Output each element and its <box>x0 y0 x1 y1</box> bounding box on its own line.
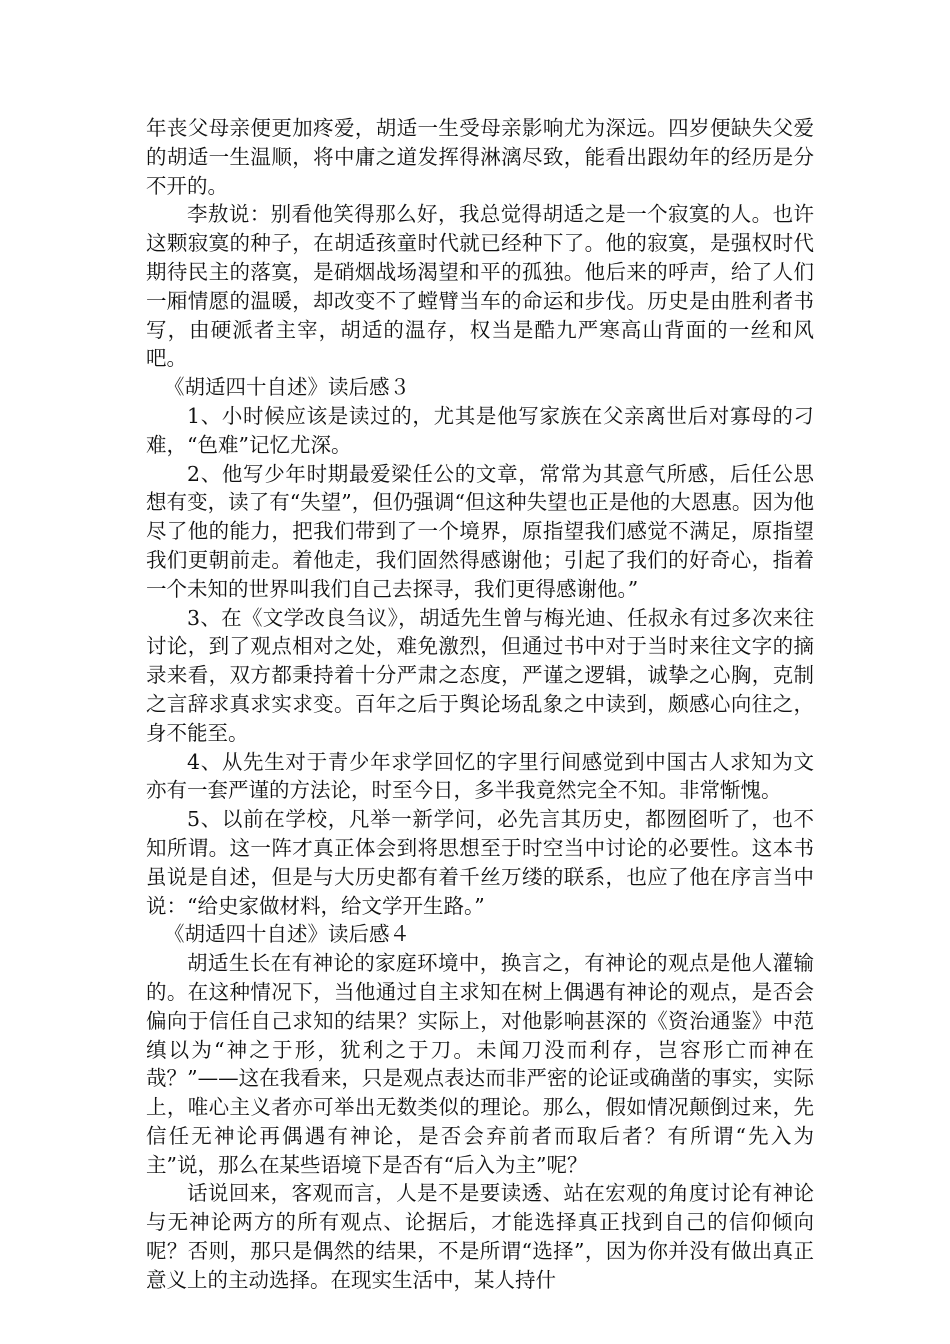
paragraph-intro: 年丧父母亲便更加疼爱，胡适一生受母亲影响尤为深远。四岁便缺失父爱的胡适一生温顺，将中庸之道发挥得淋漓尽致，能看出跟幼年的经历是分不开的。 <box>146 116 814 198</box>
section-heading-4: 《胡适四十自述》读后感４ <box>164 922 410 947</box>
paragraph-point-1: 1、小时候应该是读过的，尤其是他写家族在父亲离世后对寡母的刁难，“色难”记忆尤深。 <box>146 403 814 457</box>
paragraph-point-4: 4、从先生对于青少年求学回忆的字里行间感觉到中国古人求知为文亦有一套严谨的方法论，时至今日，多半我竟然完全不知。非常惭愧。 <box>146 749 814 803</box>
document-page <box>146 114 814 1295</box>
paragraph-point-5: 5、以前在学校，凡举一新学问，必先言其历史，都囫囵听了，也不知所谓。这一阵才真正体会到将思想至于时空当中讨论的必要性。这本书虽说是自述，但是与大历史都有着千丝万缕的联系，也应了他在序言当中说：“给史家做材料，给文学开生路。” <box>146 807 814 918</box>
paragraph-theism: 胡适生长在有神论的家庭环境中，换言之，有神论的观点是他人灌输的。在这种情况下，当他通过自主求知在树上偶遇有神论的观点，是否会偏向于信任自己求知的结果？实际上，对他影响甚深的《资治通鉴》中范缜以为“神之于形，犹利之于刀。未闻刀没而利存，岂容形亡而神在哉？”——这在我看来，只是观点表达而非严密的论证或确凿的事实，实际上，唯心主义者亦可举出无数类似的理论。那么，假如情况颠倒过来，先信任无神论再偶遇有神论，是否会弃前者而取后者？有所谓“先入为主”说，那么在某些语境下是否有“后入为主”呢？ <box>146 951 814 1177</box>
paragraph-choice: 话说回来，客观而言，人是不是要读透、站在宏观的角度讨论有神论与无神论两方的所有观点、论据后，才能选择真正找到自己的信仰倾向呢？否则，那只是偶然的结果，不是所谓“选择”，因为你并没有做出真正意义上的主动选择。在现实生活中，某人持什 <box>146 1181 814 1292</box>
paragraph-point-3: 3、在《文学改良刍议》，胡适先生曾与梅光迪、任叔永有过多次来往讨论，到了观点相对之处，难免激烈，但通过书中对于当时来往文字的摘录来看，双方都秉持着十分严肃之态度，严谨之逻辑，诚挚之心胸，克制之言辞求真求实求变。百年之后于舆论场乱象之中读到，颇感心向往之，身不能至。 <box>146 605 814 745</box>
paragraph-li-ao: 李敖说：别看他笑得那么好，我总觉得胡适之是一个寂寞的人。也许这颗寂寞的种子，在胡适孩童时代就已经种下了。他的寂寞，是强权时代期待民主的落寞，是硝烟战场渴望和平的孤独。他后来的呼声，给了人们一厢情愿的温暖，却改变不了螳臂当车的命运和步伐。历史是由胜利者书写，由硬派者主宰，胡适的温存，权当是酷九严寒高山背面的一丝和风吧。 <box>146 202 814 371</box>
paragraph-point-2: 2、他写少年时期最爱梁任公的文章，常常为其意气所感，后任公思想有变，读了有“失望”，但仍强调“但这种失望也正是他的大恩惠。因为他尽了他的能力，把我们带到了一个境界，原指望我们感觉不满足，原指望我们更朝前走。着他走，我们固然得感谢他；引起了我们的好奇心，指着一个未知的世界叫我们自己去探寻，我们更得感谢他。” <box>146 461 814 601</box>
section-heading-3: 《胡适四十自述》读后感３ <box>164 375 410 400</box>
